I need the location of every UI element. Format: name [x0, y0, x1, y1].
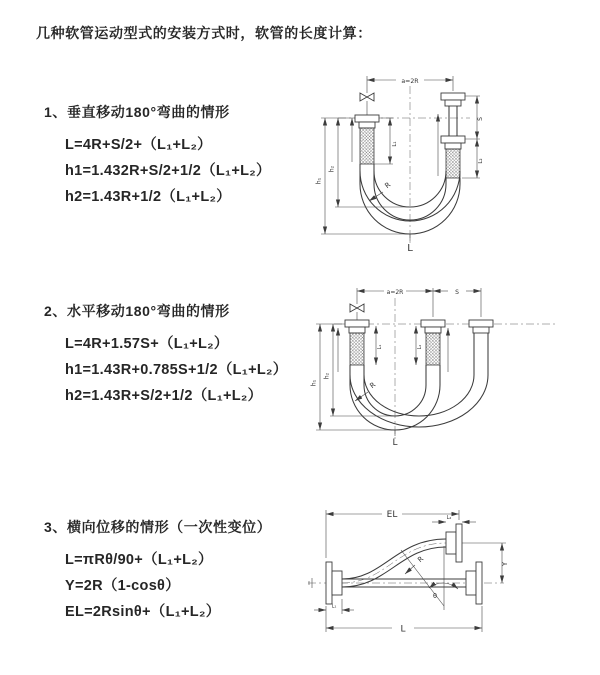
dim-label-l2: L₂	[446, 515, 452, 521]
dim-label-length: L	[392, 438, 398, 448]
dim-label-h1: h₁	[310, 379, 318, 387]
diagram-horizontal-movement-180-bend	[308, 280, 600, 465]
formula-length: L=4R+1.57S+（L₁+L₂）	[65, 336, 229, 352]
formula-h2: h2=1.43R+1/2（L₁+L₂）	[65, 189, 232, 205]
hose-displaced-position	[342, 539, 446, 587]
dimension-l2	[432, 515, 476, 522]
dim-label-l1: L₁	[331, 603, 337, 610]
dim-label-s: S	[477, 117, 484, 121]
angle-construction	[401, 546, 458, 610]
dimension-l1	[314, 599, 354, 614]
dim-label-length: L	[400, 624, 406, 635]
dim-label-y: Y	[501, 561, 509, 567]
diagram-lateral-displacement	[298, 498, 598, 646]
dim-label-s: S	[455, 288, 459, 296]
dim-label-theta: θ	[433, 592, 437, 600]
section-vertical-movement	[44, 102, 271, 210]
centerlines	[334, 298, 558, 440]
dimension-l	[407, 234, 413, 254]
dim-label-el: EL	[386, 509, 398, 520]
dim-label-l2: L₂	[478, 158, 484, 164]
middle-pipe-end	[421, 320, 445, 365]
dim-label-l1: L₁	[377, 344, 383, 350]
section-3-heading: 3、横向位移的情形（一次性变位）	[44, 519, 272, 535]
right-pipe-end	[441, 93, 465, 178]
dimension-l	[392, 430, 397, 448]
dimension-span	[357, 288, 481, 317]
left-pipe-end	[355, 115, 379, 164]
formula-y: Y=2R（1-cosθ）	[65, 578, 180, 594]
section-1-formulas	[65, 132, 271, 210]
dim-label-h1: h₁	[315, 177, 323, 185]
dim-label-span: a=2R	[401, 77, 419, 85]
section-1-heading: 1、垂直移动180°弯曲的情形	[44, 104, 230, 120]
dimension-l1	[374, 118, 398, 164]
dim-label-r: R	[368, 380, 378, 391]
valve-icon	[350, 300, 364, 320]
shifted-pipe-end	[469, 320, 493, 333]
valve-icon	[360, 86, 374, 115]
dim-label-length: L	[407, 243, 413, 254]
section-2-formulas	[65, 331, 288, 409]
dimension-fittings	[376, 326, 423, 365]
section-horizontal-movement	[44, 301, 288, 409]
page-title: 几种软管运动型式的安装方式时，软管的长度计算：	[36, 25, 372, 41]
formula-length: L=πRθ/90+（L₁+L₂）	[65, 552, 213, 568]
radius-callout	[369, 181, 392, 201]
dim-label-r: R	[416, 554, 426, 565]
dim-label-span: a=2R	[386, 288, 404, 296]
formula-el: EL=2Rsinθ+（L₁+L₂）	[65, 604, 221, 620]
right-flange	[466, 562, 482, 604]
dim-label-l1: L₁	[392, 141, 398, 147]
section-lateral-displacement	[44, 517, 271, 625]
formula-length: L=4R+S/2+（L₁+L₂）	[65, 137, 212, 153]
dim-label-l2: L₂	[417, 344, 423, 350]
section-3-formulas	[65, 547, 271, 625]
section-2-heading: 2、水平移动180°弯曲的情形	[44, 303, 230, 319]
dim-label-r: R	[383, 180, 393, 191]
diagram-vertical-movement-180-bend	[312, 66, 584, 258]
formula-h1: h1=1.43R+0.785S+1/2（L₁+L₂）	[65, 362, 288, 378]
dim-label-h2: h₂	[323, 372, 331, 380]
dim-label-h2: h₂	[328, 165, 336, 173]
dimension-el	[326, 510, 459, 558]
upper-flange	[446, 524, 462, 562]
left-pipe-end	[345, 320, 369, 365]
formula-h1: h1=1.432R+S/2+1/2（L₁+L₂）	[65, 163, 271, 179]
left-flange	[326, 562, 342, 604]
formula-h2: h2=1.43R+S/2+1/2（L₁+L₂）	[65, 388, 263, 404]
